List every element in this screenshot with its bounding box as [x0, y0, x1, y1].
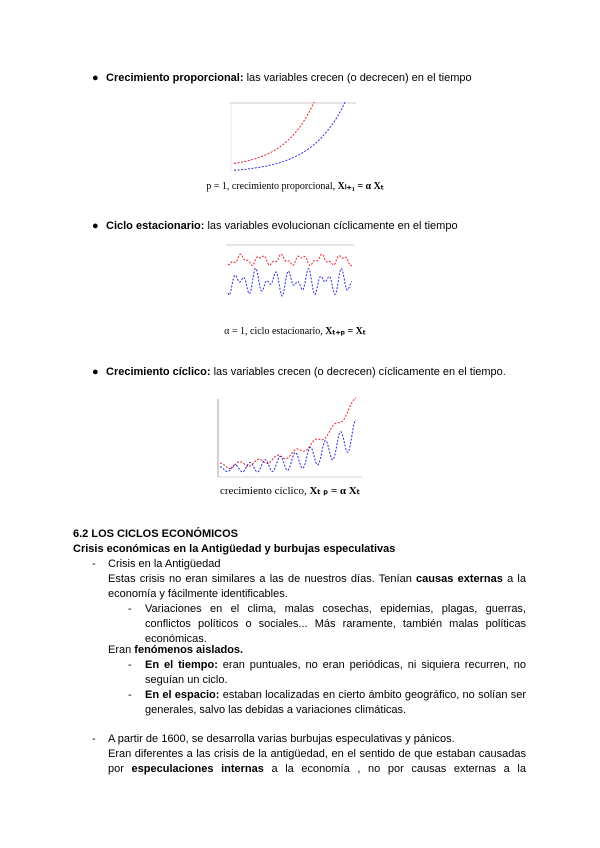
list-item-tiempo: En el tiempo: eran puntuales, no eran periódicas, ni siquiera recurren, no seguían un ciclo. [145, 659, 526, 686]
section-heading: 6.2 LOS CICLOS ECONÓMICOS [73, 528, 239, 540]
bullet-item-estacionario: ● Ciclo estacionario: las variables evolucionan cíclicamente en el tiempo [92, 220, 458, 232]
caption-proporcional: p = 1, crecimiento proporcional, Xₗ₊₁ = α Xₜ [206, 181, 384, 192]
dash-icon: - [92, 558, 96, 570]
list-item-variaciones: Variaciones en el clima, malas cosechas, epidemias, plagas, guerras, conflictos políticos o sociales... Más raramente, también malas políticas económicas. [145, 603, 526, 645]
bullet-icon: ● [92, 72, 99, 84]
caption-ciclico: crecimiento cíclico, Xₜ ₚ = α Xₜ [220, 485, 360, 497]
series-red [220, 398, 356, 469]
paragraph-1600: A partir de 1600, se desarrolla varias burbujas especulativas y pánicos. [108, 733, 455, 745]
list-item-espacio: En el espacio: estaban localizadas en cierto ámbito geográfico, no solían ser generales, salvo las debidas a variaciones climáticas. [145, 689, 526, 716]
dash-icon: - [92, 733, 96, 745]
bullet-item-proporcional: ● Crecimiento proporcional: las variables crecen (o decrecen) en el tiempo [92, 72, 472, 84]
series-red [228, 254, 352, 266]
dash-icon: - [128, 689, 132, 701]
bullet-icon: ● [92, 366, 99, 378]
dash-icon: - [128, 659, 132, 671]
figure-ciclo-estacionario [226, 244, 354, 304]
bullet-icon: ● [92, 220, 99, 232]
bullet-item-ciclico: ● Crecimiento cíclico: las variables crecen (o decrecen) cíclicamente en el tiempo. [92, 366, 506, 378]
figure-crecimiento-ciclico [216, 397, 362, 479]
series-blue [228, 268, 352, 296]
series-red [234, 102, 350, 163]
paragraph-title: Crisis en la Antigüedad [108, 558, 221, 570]
series-blue [220, 420, 356, 472]
paragraph-aislados: Eran fenómenos aislados. [108, 644, 244, 656]
figure-crecimiento-proporcional [230, 102, 356, 176]
paragraph-especulaciones: Eran diferentes a las crisis de la antigüedad, en el sentido de que estaban causadas por especulaciones internas a la economía , no por causas externas a la [108, 748, 526, 775]
caption-estacionario: α = 1, ciclo estacionario, Xₜ₊ₚ = Xₜ [224, 326, 366, 337]
dash-icon: - [128, 603, 132, 615]
section-subheading: Crisis económicas en la Antigüedad y burbujas especulativas [73, 543, 396, 555]
paragraph-causas: Estas crisis no eran similares a las de nuestros días. Tenían causas externas a la economía y fácilmente identificables. [108, 573, 526, 600]
